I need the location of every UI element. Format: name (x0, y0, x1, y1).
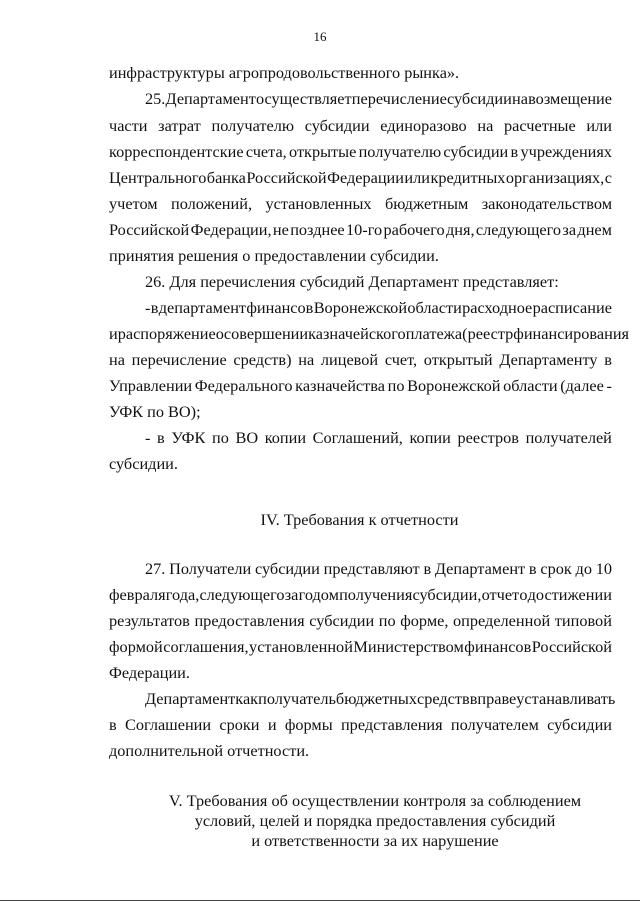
word: на (477, 116, 494, 135)
paragraph-27-line: Федерации. (109, 663, 190, 682)
word: казначейства (295, 376, 385, 395)
word: получения (339, 585, 413, 604)
word: в (510, 142, 519, 161)
word: бюджетных (335, 689, 417, 708)
section-iv-title: IV. Требования к отчетности (260, 510, 459, 529)
paragraph-26-intro: 26. Для перечисления субсидий Департамент представляет: (145, 272, 559, 291)
word: устанавливать (516, 689, 616, 708)
word: соглашения, (163, 637, 249, 656)
word: не (272, 220, 289, 239)
paragraph-department-line (145, 689, 616, 709)
word: (далее (560, 376, 604, 395)
paragraph-25-line (109, 142, 612, 162)
paragraph-27-line (109, 611, 612, 631)
word: получателем (450, 715, 539, 734)
word: перечисление (131, 350, 227, 369)
word: расходное (462, 298, 533, 317)
word: Департаменту (499, 350, 598, 369)
word: определенной (453, 611, 551, 630)
paragraph-25-line (109, 168, 612, 188)
word: по (211, 428, 229, 447)
word: Центрального (109, 168, 207, 187)
word: субсидии (304, 116, 370, 135)
word: распоряжение (117, 324, 216, 343)
word: (реестр (462, 324, 514, 343)
word: - (145, 298, 151, 317)
word: Российской (246, 168, 327, 187)
word: единоразово (380, 116, 467, 135)
word: Соглашении (124, 715, 212, 734)
word: финансирования (513, 324, 630, 343)
word: области (503, 376, 558, 395)
paragraph-department-line: дополнительной отчетности. (109, 741, 310, 760)
word: по (378, 611, 396, 630)
section-v-title-line: условий, целей и порядка предоставления субсидий (194, 811, 556, 830)
word: расписание (532, 298, 612, 317)
word: вправе (469, 689, 517, 708)
word: как (235, 689, 259, 708)
paragraph-25-line (109, 194, 612, 214)
word: за (562, 220, 577, 239)
word: о (519, 585, 528, 604)
word: средств (416, 689, 470, 708)
word: сроки (219, 715, 260, 734)
paragraph-27-line (145, 559, 612, 579)
word: Федерального (194, 376, 293, 395)
word: казначейского (308, 324, 406, 343)
word: ВО (235, 428, 259, 447)
word: и (109, 324, 118, 343)
word: организациях, (505, 168, 605, 187)
word: годом (298, 585, 339, 604)
word: Департамент (434, 559, 526, 578)
paragraph-26-item-1-line (109, 350, 612, 370)
paragraph-department-line (109, 715, 612, 735)
word: 27. (145, 559, 166, 578)
word: получателю (211, 116, 295, 135)
word: результатов (109, 611, 190, 630)
paragraph-27-line (109, 637, 612, 657)
word: 10 (595, 559, 612, 578)
paragraph-25-line (109, 116, 612, 136)
word: Получатели (169, 559, 252, 578)
word: области (407, 298, 462, 317)
word: реестров (457, 428, 519, 447)
word: Российской (531, 637, 612, 656)
word: осуществляет (255, 89, 352, 108)
word: - (606, 376, 612, 395)
word: открытый (423, 350, 493, 369)
word: субсидии (446, 89, 512, 108)
word: Воронежской (407, 376, 501, 395)
word: следующего (475, 220, 562, 239)
word: достижении (527, 585, 612, 604)
word: года, (165, 585, 200, 604)
paragraph-26-item-2-line: субсидии. (109, 454, 178, 473)
word: за (284, 585, 299, 604)
word: Федерации, (190, 220, 272, 239)
word: в (150, 298, 159, 317)
word: - (145, 428, 151, 447)
word: финансов (246, 298, 314, 317)
word: корреспондентские (109, 142, 244, 161)
word: Департамент (165, 89, 256, 108)
word: средств) (233, 350, 292, 369)
word: субсидии (309, 611, 375, 630)
word: форме, (400, 611, 449, 630)
word: Департамент (145, 689, 236, 708)
word: и (267, 715, 277, 734)
word: бюджетным (385, 194, 469, 213)
page-number: 16 (313, 29, 327, 44)
word: в (528, 559, 537, 578)
word: позднее (290, 220, 345, 239)
word: до (575, 559, 592, 578)
word: февраля (109, 585, 166, 604)
word: положений, (171, 194, 253, 213)
word: департамент (158, 298, 247, 317)
paragraph-intro-line: инфраструктуры агропродовольственного рынка». (109, 63, 460, 82)
word: дня, (446, 220, 475, 239)
word: рабочего (383, 220, 445, 239)
word: затрат (158, 116, 201, 135)
word: кредитных (430, 168, 506, 187)
word: в (423, 559, 432, 578)
word: субсидии, (412, 585, 482, 604)
word: возмещение (528, 89, 612, 108)
word: Воронежской (313, 298, 408, 317)
word: счета, (245, 142, 287, 161)
paragraph-25-line (145, 89, 612, 109)
word: Соглашений, (312, 428, 403, 447)
word: представляют (323, 559, 420, 578)
word: в (157, 428, 165, 447)
paragraph-25-line: принятия решения о предоставлении субсидии. (109, 246, 439, 265)
word: формы (284, 715, 333, 734)
word: открытые (289, 142, 357, 161)
section-v-title-line: V. Требования об осуществлении контроля за соблюдением (168, 791, 582, 810)
word: установленных (265, 194, 372, 213)
word: Федерации (327, 168, 404, 187)
word: совершении (223, 324, 309, 343)
paragraph-26-item-2-line (145, 428, 612, 448)
word: типовой (554, 611, 612, 630)
word: получателей (525, 428, 612, 447)
word: банка (206, 168, 246, 187)
word: УФК (171, 428, 206, 447)
word: или (404, 168, 430, 187)
word: перечисление (351, 89, 447, 108)
word: о (215, 324, 224, 343)
word: представления (340, 715, 443, 734)
word: учетом (109, 194, 158, 213)
word: счет, (384, 350, 418, 369)
word: в (109, 715, 117, 734)
word: лицевой (320, 350, 379, 369)
word: в (604, 350, 612, 369)
word: получатель (258, 689, 336, 708)
word: субсидии (254, 559, 320, 578)
word: формой (109, 637, 163, 656)
word: на (109, 350, 125, 369)
paragraph-27-line (109, 585, 612, 605)
word: днем (577, 220, 612, 239)
paragraph-26-item-1-line (145, 298, 612, 318)
word: субсидии (443, 142, 509, 161)
word: отчет (481, 585, 520, 604)
word: по (387, 376, 405, 395)
section-v-title-line: и ответственности за их нарушение (251, 831, 499, 850)
word: субсидии (547, 715, 612, 734)
word: копии (409, 428, 451, 447)
word: учреждениях (520, 142, 612, 161)
paragraph-26-item-1-line (109, 324, 630, 344)
paragraph-26-item-1-line (109, 376, 612, 396)
word: части (109, 116, 148, 135)
word: на (298, 350, 315, 369)
word: предоставления (194, 611, 305, 630)
word: платежа (405, 324, 463, 343)
word: следующего (199, 585, 285, 604)
word: 25. (145, 89, 166, 108)
word: Управлении (109, 376, 193, 395)
word: финансов (464, 637, 532, 656)
word: с (604, 168, 612, 187)
word: Министерством (353, 637, 464, 656)
word: расчетные (504, 116, 576, 135)
word: 10-го (346, 220, 383, 239)
word: установленной (249, 637, 353, 656)
word: копии (264, 428, 307, 447)
paragraph-26-item-1-line: УФК по ВО); (109, 402, 201, 421)
word: срок (540, 559, 572, 578)
paragraph-25-line (109, 220, 612, 240)
word: на (512, 89, 528, 108)
word: или (586, 116, 612, 135)
word: Российской (109, 220, 190, 239)
word: получателю (358, 142, 442, 161)
page-bottom-rule (0, 900, 640, 901)
word: законодательством (481, 194, 612, 213)
